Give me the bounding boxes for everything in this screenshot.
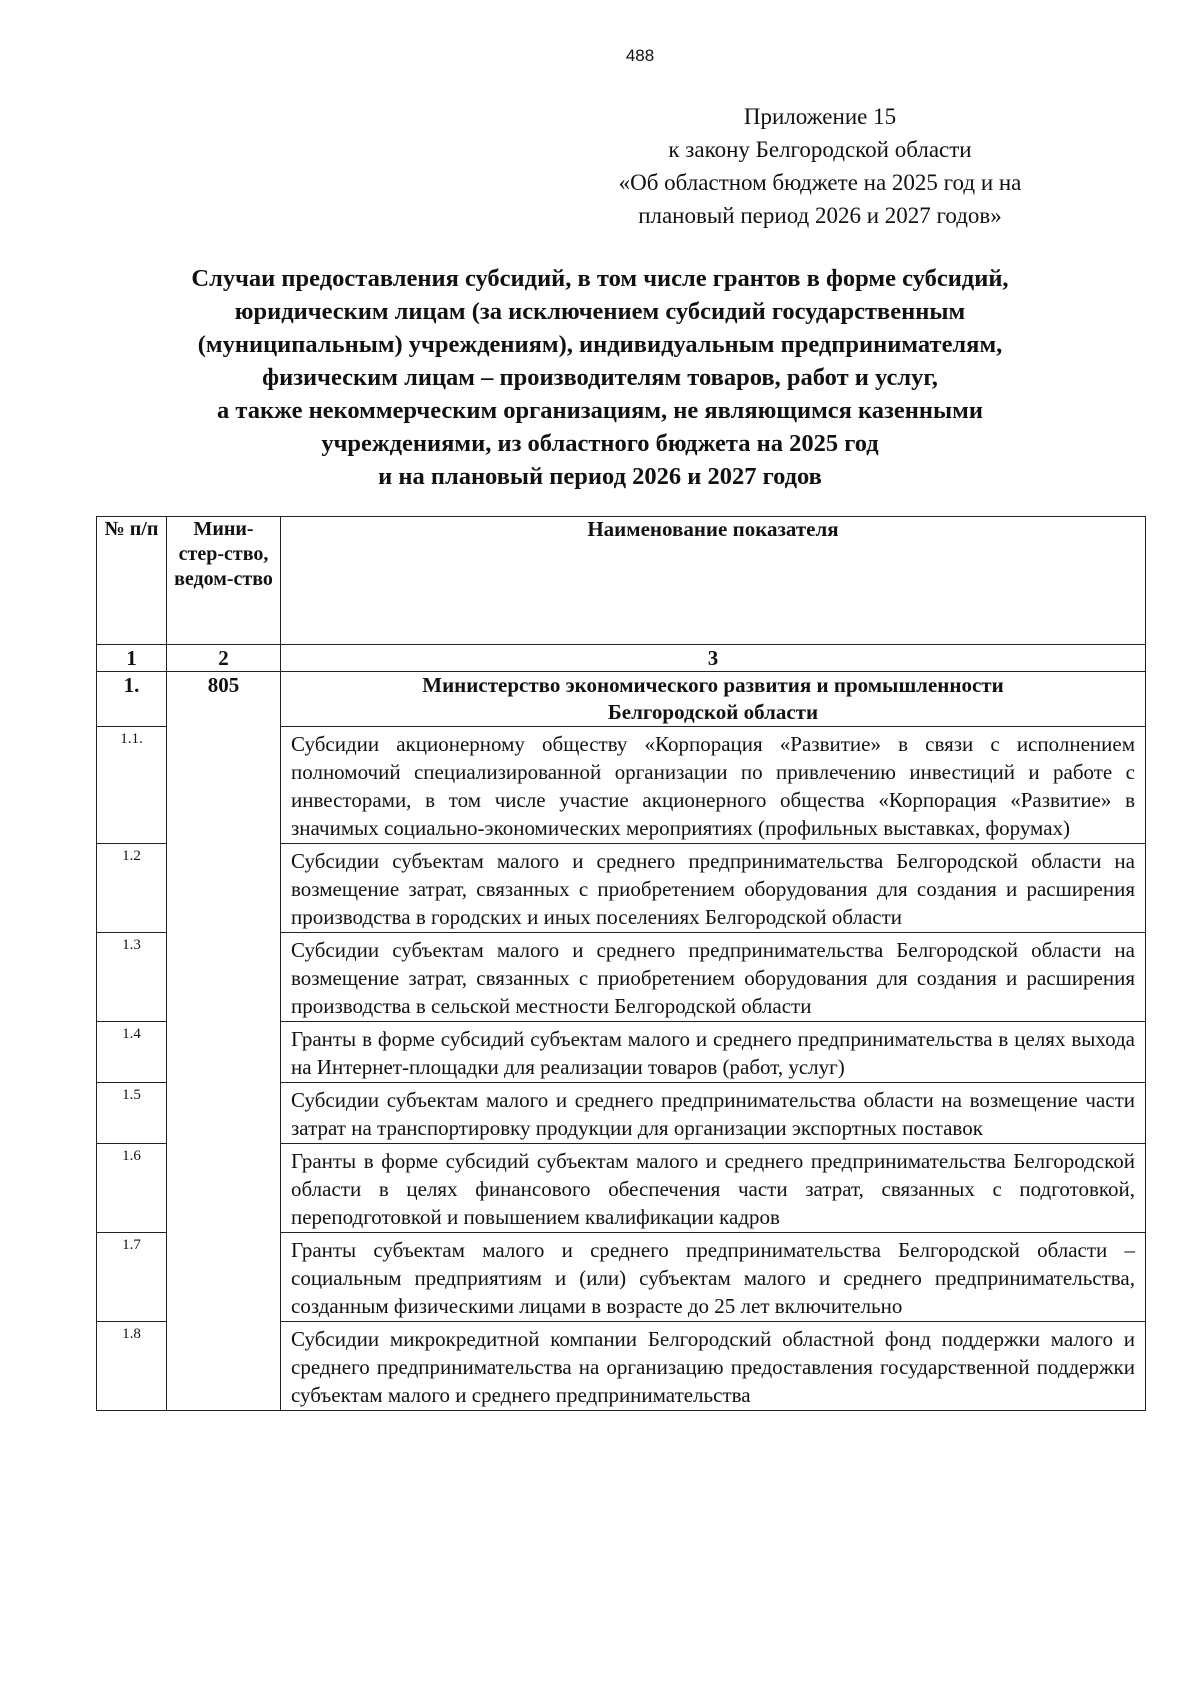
appendix-line: плановый период 2026 и 2027 годов» [638, 203, 1002, 228]
appendix-line: Приложение 15 [743, 104, 897, 129]
column-numbers-row [97, 645, 1146, 672]
row-text: Субсидии микрокредитной компании Белгородский областной фонд поддержки малого и среднего предпринимательства на организацию предоставления государственной поддержки субъектам малого и среднего предпринимательства [281, 1322, 1146, 1411]
row-number: 1.1. [97, 727, 167, 844]
title-line: (муниципальным) учреждениям), индивидуальным предпринимателям, [197, 331, 1003, 358]
row-text: Гранты субъектам малого и среднего предпринимательства Белгородской области – социальным предприятиям и (или) субъектам малого и среднего предпринимательства, созданным физическими лицами в возрасте до 25 лет включительно [281, 1233, 1146, 1322]
row-text: Субсидии субъектам малого и среднего предпринимательства Белгородской области на возмещение затрат, связанных с приобретением оборудования для создания и расширения производства в сельской местности Белгородской области [281, 933, 1146, 1022]
document-title [95, 262, 1105, 493]
appendix-header [560, 100, 1080, 232]
row-text: Субсидии акционерному обществу «Корпорация «Развитие» в связи с исполнением полномочий специализированной организации по привлечению инвестиций и работе с инвесторами, в том числе участие акционерного общества «Корпорация «Развитие» в значимых социально-экономических мероприятиях (профильных выставках, форумах) [281, 727, 1146, 844]
title-line: юридическим лицам (за исключением субсидий государственным [234, 298, 966, 325]
department-code: 805 [167, 672, 281, 1411]
title-line: учреждениями, из областного бюджета на 2025 год [321, 430, 879, 457]
row-text: Субсидии субъектам малого и среднего предпринимательства Белгородской области на возмещение затрат, связанных с приобретением оборудования для создания и расширения производства в городских и иных поселениях Белгородской области [281, 844, 1146, 933]
row-number: 1.6 [97, 1144, 167, 1233]
department-number: 1. [97, 672, 167, 727]
header-ministry: Мини-стер-ство, ведом-ство [167, 517, 281, 645]
page-number: 488 [625, 46, 655, 65]
title-line: а также некоммерческим организациям, не являющимся казенными [217, 397, 983, 424]
title-line: физическим лицам – производителям товаров, работ и услуг, [262, 364, 938, 391]
department-name-line: Белгородской области [607, 700, 819, 724]
appendix-line: к закону Белгородской области [668, 137, 972, 162]
table-header-row [97, 517, 1146, 645]
column-number: 3 [281, 645, 1146, 672]
row-number: 1.2 [97, 844, 167, 933]
column-number: 1 [97, 645, 167, 672]
department-row [97, 672, 1146, 727]
subsidies-table [96, 516, 1146, 1411]
row-number: 1.3 [97, 933, 167, 1022]
header-indicator-name: Наименование показателя [281, 517, 1146, 645]
title-line: Случаи предоставления субсидий, в том числе грантов в форме субсидий, [191, 265, 1009, 292]
row-text: Гранты в форме субсидий субъектам малого и среднего предпринимательства Белгородской области в целях финансового обеспечения части затрат, связанных с подготовкой, переподготовкой и повышением квалификации кадров [281, 1144, 1146, 1233]
row-text: Субсидии субъектам малого и среднего предпринимательства области на возмещение части затрат на транспортировку продукции для организации экспортных поставок [281, 1083, 1146, 1144]
row-number: 1.4 [97, 1022, 167, 1083]
row-number: 1.7 [97, 1233, 167, 1322]
title-line: и на плановый период 2026 и 2027 годов [378, 463, 822, 490]
row-number: 1.8 [97, 1322, 167, 1411]
row-number: 1.5 [97, 1083, 167, 1144]
department-name [281, 672, 1146, 727]
header-number: № п/п [97, 517, 167, 645]
appendix-line: «Об областном бюджете на 2025 год и на [618, 170, 1022, 195]
department-name-line: Министерство экономического развития и промышленности [422, 673, 1004, 697]
column-number: 2 [167, 645, 281, 672]
row-text: Гранты в форме субсидий субъектам малого и среднего предпринимательства в целях выхода на Интернет-площадки для реализации товаров (работ, услуг) [281, 1022, 1146, 1083]
